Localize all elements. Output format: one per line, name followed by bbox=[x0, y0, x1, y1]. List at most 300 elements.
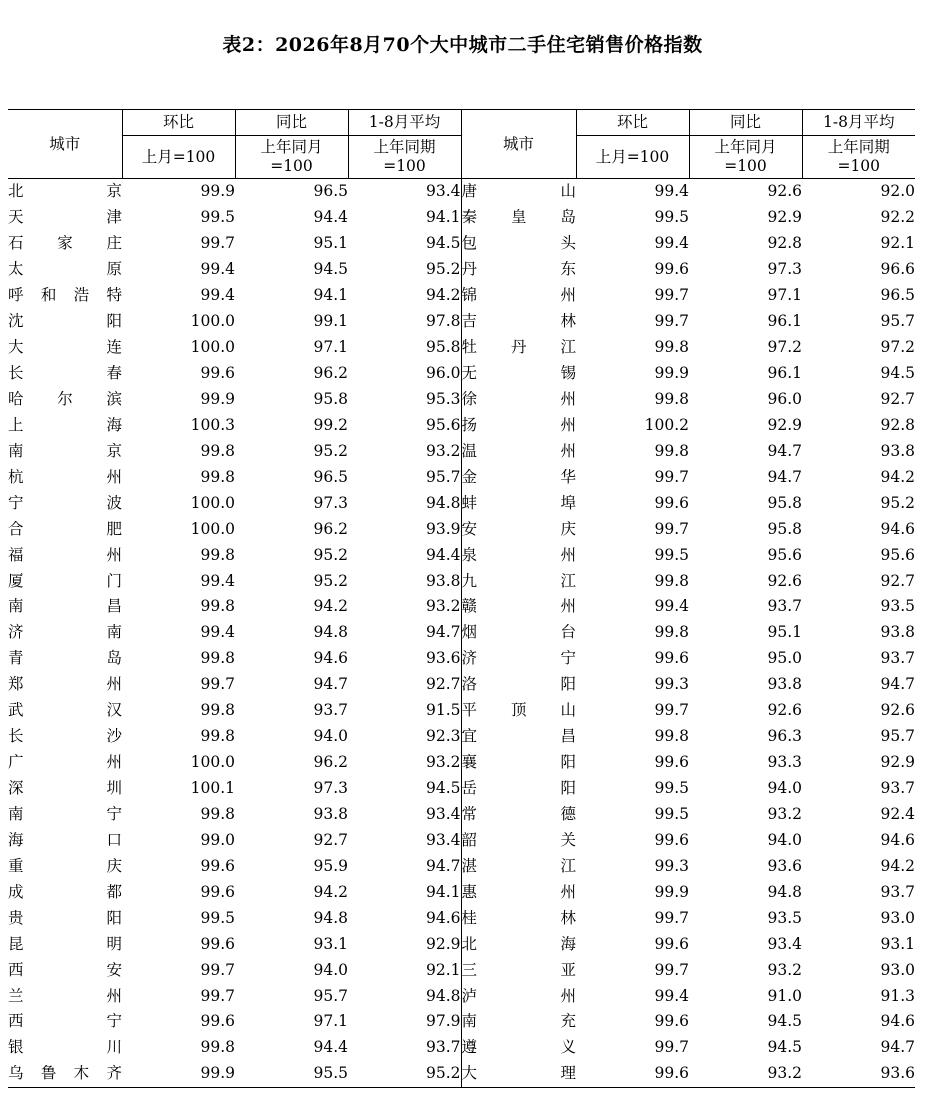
yoy-value: 94.8 bbox=[313, 623, 348, 642]
avg-value: 93.0 bbox=[880, 960, 915, 979]
yoy-value: 96.2 bbox=[313, 519, 348, 538]
yoy-value: 95.5 bbox=[235, 1061, 348, 1087]
city-name: 南充 bbox=[461, 1009, 576, 1035]
city-name: 徐州 bbox=[461, 387, 576, 413]
avg-value: 93.7 bbox=[880, 779, 915, 798]
yoy-value: 92.7 bbox=[313, 830, 348, 849]
yoy-value: 96.2 bbox=[313, 753, 348, 772]
avg-value: 94.7 bbox=[425, 856, 461, 875]
avg-value: 94.2 bbox=[880, 856, 915, 875]
city-name: 安庆 bbox=[461, 516, 576, 542]
mom-value: 99.7 bbox=[654, 312, 689, 331]
mom-value: 99.6 bbox=[654, 830, 689, 849]
mom-value: 99.4 bbox=[200, 286, 235, 305]
yoy-value: 97.2 bbox=[767, 338, 802, 357]
header-mom-right: 环比 bbox=[576, 110, 689, 136]
yoy-value: 93.2 bbox=[767, 960, 802, 979]
city-name: 包头 bbox=[461, 231, 576, 257]
city-name: 长沙 bbox=[8, 727, 122, 746]
yoy-value: 96.5 bbox=[313, 467, 348, 486]
avg-value: 93.7 bbox=[425, 1038, 461, 1057]
yoy-value: 95.8 bbox=[767, 493, 802, 512]
city-name: 惠州 bbox=[461, 879, 576, 905]
yoy-value: 93.6 bbox=[767, 856, 802, 875]
yoy-value: 94.7 bbox=[767, 467, 802, 486]
avg-value: 92.9 bbox=[880, 753, 915, 772]
yoy-value: 96.1 bbox=[767, 312, 802, 331]
city-name: 昆明 bbox=[8, 934, 122, 953]
city-name: 济宁 bbox=[461, 646, 576, 672]
avg-value: 92.0 bbox=[880, 182, 915, 201]
yoy-value: 92.6 bbox=[767, 571, 802, 590]
city-name: 重庆 bbox=[8, 856, 122, 875]
avg-value: 95.7 bbox=[880, 312, 915, 331]
yoy-value: 91.0 bbox=[767, 986, 802, 1005]
avg-value: 97.9 bbox=[425, 1012, 461, 1031]
avg-value: 93.4 bbox=[425, 804, 461, 823]
avg-value: 94.2 bbox=[880, 467, 915, 486]
header-mom-base-left: 上月=100 bbox=[122, 136, 235, 179]
city-name: 桂林 bbox=[461, 905, 576, 931]
avg-value: 93.8 bbox=[880, 441, 915, 460]
table-row bbox=[8, 646, 915, 672]
yoy-value: 99.1 bbox=[313, 312, 348, 331]
yoy-value: 97.1 bbox=[313, 338, 348, 357]
mom-value: 99.6 bbox=[654, 493, 689, 512]
header-city-right: 城市 bbox=[461, 110, 576, 179]
yoy-value: 92.9 bbox=[767, 415, 802, 434]
city-name: 大理 bbox=[461, 1061, 576, 1087]
avg-value: 94.6 bbox=[880, 830, 915, 849]
table-row bbox=[8, 879, 915, 905]
yoy-value: 93.3 bbox=[767, 753, 802, 772]
avg-value: 94.8 bbox=[425, 493, 461, 512]
city-name: 兰州 bbox=[8, 986, 122, 1005]
mom-value: 99.3 bbox=[654, 856, 689, 875]
yoy-value: 95.8 bbox=[313, 389, 348, 408]
avg-value: 93.8 bbox=[425, 571, 461, 590]
avg-value: 93.6 bbox=[802, 1061, 915, 1087]
mom-value: 100.0 bbox=[190, 519, 235, 538]
avg-value: 92.7 bbox=[880, 571, 915, 590]
yoy-value: 93.2 bbox=[767, 804, 802, 823]
yoy-value: 95.9 bbox=[313, 856, 348, 875]
city-name: 丹东 bbox=[461, 257, 576, 283]
city-name: 烟台 bbox=[461, 620, 576, 646]
avg-value: 94.4 bbox=[425, 545, 461, 564]
table-row bbox=[8, 1035, 915, 1061]
mom-value: 100.0 bbox=[190, 753, 235, 772]
city-name: 乌鲁木齐 bbox=[8, 1061, 122, 1087]
avg-value: 95.2 bbox=[880, 493, 915, 512]
yoy-value: 93.2 bbox=[689, 1061, 802, 1087]
table-row bbox=[8, 1061, 915, 1087]
mom-value: 100.3 bbox=[190, 415, 235, 434]
header-yoy-right: 同比 bbox=[689, 110, 802, 136]
table-row bbox=[8, 387, 915, 413]
yoy-value: 93.7 bbox=[313, 701, 348, 720]
mom-value: 99.7 bbox=[654, 286, 689, 305]
mom-value: 99.4 bbox=[654, 986, 689, 1005]
mom-value: 99.5 bbox=[654, 208, 689, 227]
table-body bbox=[8, 179, 915, 1088]
mom-value: 99.9 bbox=[654, 364, 689, 383]
avg-value: 93.7 bbox=[880, 882, 915, 901]
city-name: 大连 bbox=[8, 338, 122, 357]
city-name: 太原 bbox=[8, 260, 122, 279]
yoy-value: 94.5 bbox=[767, 1038, 802, 1057]
city-name: 蚌埠 bbox=[461, 490, 576, 516]
mom-value: 99.7 bbox=[654, 908, 689, 927]
avg-value: 93.4 bbox=[425, 830, 461, 849]
city-name: 泉州 bbox=[461, 542, 576, 568]
city-name: 银川 bbox=[8, 1038, 122, 1057]
table-row bbox=[8, 179, 915, 205]
city-name: 赣州 bbox=[461, 594, 576, 620]
city-name: 上海 bbox=[8, 415, 122, 434]
avg-value: 96.5 bbox=[880, 286, 915, 305]
table-row bbox=[8, 724, 915, 750]
city-name: 襄阳 bbox=[461, 750, 576, 776]
header-yoy-base-left: 上年同月 =100 bbox=[235, 136, 348, 179]
mom-value: 99.6 bbox=[200, 1012, 235, 1031]
mom-value: 99.8 bbox=[654, 338, 689, 357]
mom-value: 99.4 bbox=[200, 623, 235, 642]
yoy-value: 94.2 bbox=[313, 597, 348, 616]
avg-value: 93.6 bbox=[425, 649, 461, 668]
yoy-value: 93.7 bbox=[767, 597, 802, 616]
table-row bbox=[8, 931, 915, 957]
avg-value: 94.2 bbox=[425, 286, 461, 305]
mom-value: 99.8 bbox=[200, 701, 235, 720]
city-name: 长春 bbox=[8, 364, 122, 383]
city-name: 九江 bbox=[461, 568, 576, 594]
avg-value: 93.1 bbox=[880, 934, 915, 953]
city-name: 秦皇岛 bbox=[461, 205, 576, 231]
avg-value: 92.6 bbox=[880, 701, 915, 720]
header-avg-base-left: 上年同期 =100 bbox=[348, 136, 461, 179]
city-name: 呼和浩特 bbox=[8, 286, 122, 305]
city-name: 北京 bbox=[8, 182, 122, 201]
mom-value: 99.5 bbox=[654, 779, 689, 798]
avg-value: 93.0 bbox=[880, 908, 915, 927]
avg-value: 96.0 bbox=[425, 364, 461, 383]
city-name: 岳阳 bbox=[461, 776, 576, 802]
header-mom-left: 环比 bbox=[122, 110, 235, 136]
yoy-value: 94.4 bbox=[313, 1038, 348, 1057]
mom-value: 99.7 bbox=[654, 467, 689, 486]
yoy-value: 95.1 bbox=[313, 234, 348, 253]
city-name: 西宁 bbox=[8, 1012, 122, 1031]
city-name: 三亚 bbox=[461, 957, 576, 983]
avg-value: 94.6 bbox=[880, 519, 915, 538]
avg-value: 94.6 bbox=[880, 1012, 915, 1031]
mom-value: 99.6 bbox=[200, 934, 235, 953]
avg-value: 95.2 bbox=[348, 1061, 461, 1087]
avg-value: 95.2 bbox=[425, 260, 461, 279]
mom-value: 99.4 bbox=[654, 597, 689, 616]
mom-value: 99.4 bbox=[654, 182, 689, 201]
yoy-value: 93.8 bbox=[767, 675, 802, 694]
city-name: 北海 bbox=[461, 931, 576, 957]
price-index-table bbox=[8, 109, 915, 1088]
table-row bbox=[8, 957, 915, 983]
city-name: 青岛 bbox=[8, 649, 122, 668]
city-name: 哈尔滨 bbox=[8, 389, 122, 408]
mom-value: 100.0 bbox=[190, 493, 235, 512]
avg-value: 94.5 bbox=[425, 779, 461, 798]
header-city-left: 城市 bbox=[8, 110, 122, 179]
avg-value: 94.6 bbox=[425, 908, 461, 927]
city-name: 湛江 bbox=[461, 853, 576, 879]
avg-value: 97.8 bbox=[425, 312, 461, 331]
yoy-value: 92.6 bbox=[767, 701, 802, 720]
city-name: 福州 bbox=[8, 545, 122, 564]
avg-value: 92.1 bbox=[880, 234, 915, 253]
avg-value: 94.7 bbox=[880, 1038, 915, 1057]
mom-value: 99.6 bbox=[654, 753, 689, 772]
table-row bbox=[8, 983, 915, 1009]
city-name: 西安 bbox=[8, 960, 122, 979]
city-name: 深圳 bbox=[8, 779, 122, 798]
city-name: 石家庄 bbox=[8, 234, 122, 253]
city-name: 贵阳 bbox=[8, 908, 122, 927]
mom-value: 99.8 bbox=[200, 597, 235, 616]
table-row bbox=[8, 905, 915, 931]
avg-value: 94.8 bbox=[425, 986, 461, 1005]
yoy-value: 94.0 bbox=[767, 830, 802, 849]
mom-value: 99.5 bbox=[654, 804, 689, 823]
table-row bbox=[8, 853, 915, 879]
avg-value: 93.9 bbox=[425, 519, 461, 538]
city-name: 唐山 bbox=[461, 179, 576, 205]
avg-value: 92.9 bbox=[425, 934, 461, 953]
mom-value: 99.8 bbox=[654, 727, 689, 746]
city-name: 泸州 bbox=[461, 983, 576, 1009]
table-row bbox=[8, 464, 915, 490]
table-row bbox=[8, 335, 915, 361]
header-mom-base-right: 上月=100 bbox=[576, 136, 689, 179]
city-name: 宜昌 bbox=[461, 724, 576, 750]
yoy-value: 94.6 bbox=[313, 649, 348, 668]
table-row bbox=[8, 438, 915, 464]
city-name: 杭州 bbox=[8, 467, 122, 486]
yoy-value: 93.8 bbox=[313, 804, 348, 823]
city-name: 天津 bbox=[8, 208, 122, 227]
yoy-value: 94.8 bbox=[767, 882, 802, 901]
city-name: 遵义 bbox=[461, 1035, 576, 1061]
page-title: 表2：2026年8月70个大中城市二手住宅销售价格指数 bbox=[222, 34, 703, 56]
city-name: 广州 bbox=[8, 753, 122, 772]
avg-value: 92.7 bbox=[880, 389, 915, 408]
avg-value: 93.2 bbox=[425, 597, 461, 616]
city-name: 南京 bbox=[8, 441, 122, 460]
city-name: 沈阳 bbox=[8, 312, 122, 331]
yoy-value: 95.2 bbox=[313, 571, 348, 590]
table-row bbox=[8, 257, 915, 283]
yoy-value: 96.2 bbox=[313, 364, 348, 383]
mom-value: 99.5 bbox=[200, 208, 235, 227]
yoy-value: 92.8 bbox=[767, 234, 802, 253]
city-name: 郑州 bbox=[8, 675, 122, 694]
mom-value: 99.6 bbox=[200, 882, 235, 901]
mom-value: 99.9 bbox=[122, 1061, 235, 1087]
mom-value: 99.8 bbox=[654, 441, 689, 460]
yoy-value: 95.7 bbox=[313, 986, 348, 1005]
avg-value: 94.5 bbox=[425, 234, 461, 253]
mom-value: 99.7 bbox=[654, 519, 689, 538]
yoy-value: 95.2 bbox=[313, 545, 348, 564]
yoy-value: 97.1 bbox=[767, 286, 802, 305]
yoy-value: 95.8 bbox=[767, 519, 802, 538]
table-row bbox=[8, 1009, 915, 1035]
yoy-value: 93.5 bbox=[767, 908, 802, 927]
city-name: 扬州 bbox=[461, 412, 576, 438]
mom-value: 99.6 bbox=[654, 649, 689, 668]
yoy-value: 95.2 bbox=[313, 441, 348, 460]
mom-value: 99.7 bbox=[654, 960, 689, 979]
avg-value: 94.5 bbox=[880, 364, 915, 383]
yoy-value: 97.3 bbox=[313, 779, 348, 798]
avg-value: 92.1 bbox=[425, 960, 461, 979]
yoy-value: 97.1 bbox=[313, 1012, 348, 1031]
yoy-value: 93.1 bbox=[313, 934, 348, 953]
mom-value: 99.6 bbox=[654, 260, 689, 279]
avg-value: 93.7 bbox=[880, 649, 915, 668]
mom-value: 99.9 bbox=[654, 882, 689, 901]
mom-value: 100.0 bbox=[190, 312, 235, 331]
table-row bbox=[8, 516, 915, 542]
yoy-value: 95.1 bbox=[767, 623, 802, 642]
city-name: 温州 bbox=[461, 438, 576, 464]
mom-value: 99.5 bbox=[654, 545, 689, 564]
avg-value: 95.8 bbox=[425, 338, 461, 357]
mom-value: 99.7 bbox=[200, 986, 235, 1005]
table-row bbox=[8, 594, 915, 620]
avg-value: 97.2 bbox=[880, 338, 915, 357]
mom-value: 99.8 bbox=[200, 649, 235, 668]
city-name: 海口 bbox=[8, 830, 122, 849]
yoy-value: 94.4 bbox=[313, 208, 348, 227]
city-name: 常德 bbox=[461, 802, 576, 828]
city-name: 牡丹江 bbox=[461, 335, 576, 361]
city-name: 厦门 bbox=[8, 571, 122, 590]
yoy-value: 92.6 bbox=[767, 182, 802, 201]
mom-value: 99.6 bbox=[654, 934, 689, 953]
avg-value: 92.4 bbox=[880, 804, 915, 823]
mom-value: 99.6 bbox=[576, 1061, 689, 1087]
avg-value: 93.4 bbox=[425, 182, 461, 201]
yoy-value: 95.6 bbox=[767, 545, 802, 564]
table-row bbox=[8, 698, 915, 724]
yoy-value: 97.3 bbox=[313, 493, 348, 512]
table-row bbox=[8, 802, 915, 828]
yoy-value: 94.5 bbox=[313, 260, 348, 279]
avg-value: 92.3 bbox=[425, 727, 461, 746]
yoy-value: 94.7 bbox=[767, 441, 802, 460]
avg-value: 91.3 bbox=[880, 986, 915, 1005]
header-avg-left: 1-8月平均 bbox=[348, 110, 461, 136]
city-name: 合肥 bbox=[8, 519, 122, 538]
avg-value: 94.7 bbox=[880, 675, 915, 694]
avg-value: 93.8 bbox=[880, 623, 915, 642]
mom-value: 100.0 bbox=[190, 338, 235, 357]
avg-value: 95.3 bbox=[425, 389, 461, 408]
mom-value: 100.1 bbox=[190, 779, 235, 798]
table-row bbox=[8, 672, 915, 698]
mom-value: 99.7 bbox=[200, 234, 235, 253]
yoy-value: 96.3 bbox=[767, 727, 802, 746]
avg-value: 93.2 bbox=[425, 441, 461, 460]
header-avg-base-right: 上年同期 =100 bbox=[802, 136, 915, 179]
mom-value: 99.8 bbox=[200, 1038, 235, 1057]
table-row bbox=[8, 412, 915, 438]
city-name: 金华 bbox=[461, 464, 576, 490]
yoy-value: 94.7 bbox=[313, 675, 348, 694]
yoy-value: 94.0 bbox=[313, 727, 348, 746]
yoy-value: 94.0 bbox=[767, 779, 802, 798]
city-name: 济南 bbox=[8, 623, 122, 642]
mom-value: 99.9 bbox=[200, 182, 235, 201]
mom-value: 99.5 bbox=[200, 908, 235, 927]
header-avg-right: 1-8月平均 bbox=[802, 110, 915, 136]
mom-value: 99.6 bbox=[200, 856, 235, 875]
yoy-value: 94.8 bbox=[313, 908, 348, 927]
avg-value: 96.6 bbox=[880, 260, 915, 279]
mom-value: 99.8 bbox=[654, 571, 689, 590]
table-row bbox=[8, 205, 915, 231]
avg-value: 95.7 bbox=[425, 467, 461, 486]
mom-value: 99.8 bbox=[200, 727, 235, 746]
yoy-value: 96.0 bbox=[767, 389, 802, 408]
table-row bbox=[8, 542, 915, 568]
mom-value: 99.8 bbox=[200, 545, 235, 564]
table-row bbox=[8, 361, 915, 387]
yoy-value: 95.0 bbox=[767, 649, 802, 668]
table-row bbox=[8, 620, 915, 646]
avg-value: 92.2 bbox=[880, 208, 915, 227]
yoy-value: 92.9 bbox=[767, 208, 802, 227]
mom-value: 99.6 bbox=[654, 1012, 689, 1031]
table-row bbox=[8, 309, 915, 335]
city-name: 成都 bbox=[8, 882, 122, 901]
table-row bbox=[8, 568, 915, 594]
mom-value: 99.7 bbox=[200, 675, 235, 694]
yoy-value: 94.0 bbox=[313, 960, 348, 979]
mom-value: 99.8 bbox=[200, 467, 235, 486]
mom-value: 99.3 bbox=[654, 675, 689, 694]
city-name: 无锡 bbox=[461, 361, 576, 387]
city-name: 韶关 bbox=[461, 827, 576, 853]
mom-value: 99.8 bbox=[654, 389, 689, 408]
city-name: 南昌 bbox=[8, 597, 122, 616]
table-row bbox=[8, 750, 915, 776]
yoy-value: 99.2 bbox=[313, 415, 348, 434]
city-name: 武汉 bbox=[8, 701, 122, 720]
avg-value: 95.6 bbox=[425, 415, 461, 434]
yoy-value: 96.5 bbox=[313, 182, 348, 201]
avg-value: 92.8 bbox=[880, 415, 915, 434]
mom-value: 99.8 bbox=[200, 441, 235, 460]
avg-value: 94.1 bbox=[425, 208, 461, 227]
mom-value: 99.7 bbox=[654, 1038, 689, 1057]
city-name: 南宁 bbox=[8, 804, 122, 823]
city-name: 锦州 bbox=[461, 283, 576, 309]
mom-value: 99.6 bbox=[200, 364, 235, 383]
table-row bbox=[8, 827, 915, 853]
table-row bbox=[8, 231, 915, 257]
city-name: 宁波 bbox=[8, 493, 122, 512]
